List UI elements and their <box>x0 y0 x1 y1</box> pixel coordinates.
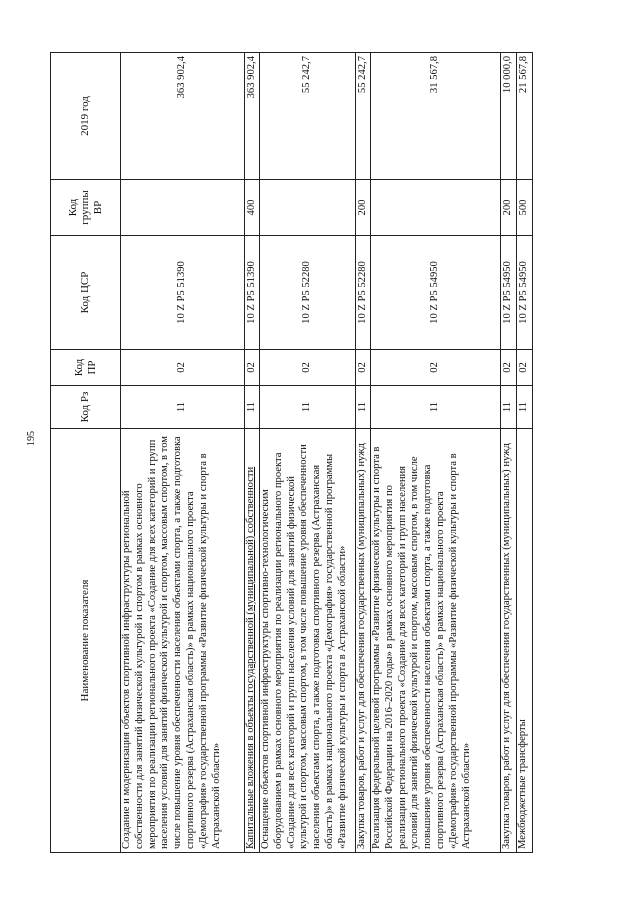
row-pr: 02 <box>356 350 371 386</box>
header-csr: Код ЦСР <box>51 236 121 350</box>
row-pr: 02 <box>517 350 533 386</box>
budget-table <box>50 52 533 853</box>
row-name: Межбюджетные трансферты <box>517 429 533 853</box>
row-name: Закупка товаров, работ и услуг для обеспечения государственных (муниципальных) нужд <box>356 429 371 853</box>
row-csr: 10 Z P5 52280 <box>356 236 371 350</box>
table-header-row <box>51 53 121 853</box>
row-name: Закупка товаров, работ и услуг для обеспечения государственных (муниципальных) нужд <box>501 429 517 853</box>
row-pr: 02 <box>501 350 517 386</box>
row-name: Оснащение объектов спортивной инфраструктуры спортивно-технологическим оборудованием в рамках основного мероприятия по реализации регионального проекта «Создание для всех категорий и групп населения условий для занятий физической культурой и спортом, массовым спортом, в том числе повышение уровня обеспеченности населения объектами спорта, а также подготовка спортивного резерва (Астраханская область)» в рамках национального проекта «Демография» государственной программы «Развитие физической культуры и спорта в Астраханской области» <box>260 429 356 853</box>
header-name: Наименование показателя <box>51 429 121 853</box>
table-row <box>245 53 260 853</box>
row-rz: 11 <box>121 386 245 429</box>
row-value: 55 242,7 <box>356 53 371 180</box>
row-vr: 200 <box>501 180 517 236</box>
table-row <box>371 53 501 853</box>
row-name: Создание и модернизация объектов спортивной инфраструктуры региональной собственности для занятий физической культурой и спортом в рамках основного мероприятия по реализации регионального проекта «Создание для всех категорий и групп населения условий для занятий физической культурой и спортом, массовым спортом, в том числе повышение уровня обеспеченности населения объектами спорта, а также подготовка спортивного резерва (Астраханская область)» в рамках национального проекта «Демография» государственной программы «Развитие физической культуры и спорта в Астраханской области» <box>121 429 245 853</box>
header-pr: Код ПР <box>51 350 121 386</box>
row-pr: 02 <box>245 350 260 386</box>
row-csr: 10 Z P5 54950 <box>517 236 533 350</box>
table-row <box>121 53 245 853</box>
row-vr: 200 <box>356 180 371 236</box>
row-csr: 10 Z P5 51390 <box>245 236 260 350</box>
row-pr: 02 <box>371 350 501 386</box>
header-vr: Код группы ВР <box>51 180 121 236</box>
row-csr: 10 Z P5 54950 <box>371 236 501 350</box>
budget-table-container <box>50 53 532 853</box>
table-row <box>517 53 533 853</box>
row-value: 21 567,8 <box>517 53 533 180</box>
row-rz: 11 <box>356 386 371 429</box>
row-vr <box>371 180 501 236</box>
table-row <box>501 53 517 853</box>
row-csr: 10 Z P5 51390 <box>121 236 245 350</box>
row-vr: 400 <box>245 180 260 236</box>
row-value: 10 000,0 <box>501 53 517 180</box>
row-rz: 11 <box>260 386 356 429</box>
table-row <box>356 53 371 853</box>
row-rz: 11 <box>501 386 517 429</box>
header-rz: Код Рз <box>51 386 121 429</box>
table-row <box>260 53 356 853</box>
row-csr: 10 Z P5 54950 <box>501 236 517 350</box>
row-value: 363 902,4 <box>245 53 260 180</box>
row-rz: 11 <box>371 386 501 429</box>
row-pr: 02 <box>260 350 356 386</box>
row-vr: 500 <box>517 180 533 236</box>
row-rz: 11 <box>245 386 260 429</box>
row-name: Реализация федеральной целевой программы «Развитие физической культуры и спорта в Российской Федерации на 2016–2020 годы» в рамках основного мероприятия по реализации регионального проекта «Создание для всех категорий и групп населения условий для занятий физической культурой и спортом, массовым спортом, в том числе повышение уровня обеспеченности населения объектами спорта, а также подготовка спортивного резерва (Астраханская область)» в рамках национального проекта «Демография» государственной программы «Развитие физической культуры и спорта в Астраханской области» <box>371 429 501 853</box>
row-value: 55 242,7 <box>260 53 356 180</box>
header-year: 2019 год <box>51 53 121 180</box>
row-pr: 02 <box>121 350 245 386</box>
page-number: 195 <box>26 431 37 446</box>
row-csr: 10 Z P5 52280 <box>260 236 356 350</box>
row-rz: 11 <box>517 386 533 429</box>
row-vr <box>121 180 245 236</box>
row-value: 363 902,4 <box>121 53 245 180</box>
row-name: Капитальные вложения в объекты государственной (муниципальной) собственности <box>245 429 260 853</box>
row-vr <box>260 180 356 236</box>
row-value: 31 567,8 <box>371 53 501 180</box>
